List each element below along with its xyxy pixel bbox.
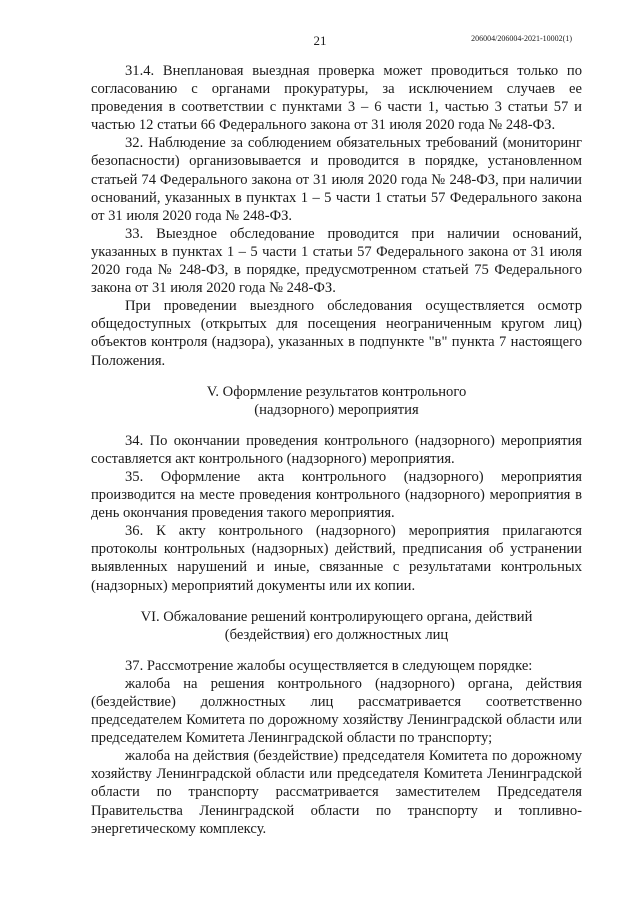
- section-heading-vi-line-1: VI. Обжалование решений контролирующего органа, действий: [140, 608, 533, 625]
- paragraph-36: 36. К акту контрольного (надзорного) мероприятия прилагаются протоколы контрольных (надзорных) действий, предписания об устранении выявленных нарушений и иные, связанные с результатами контрольных (надзорных) мероприятий документы или их копии.: [91, 523, 582, 594]
- section-heading-v-line-2: (надзорного) мероприятия: [254, 401, 419, 418]
- document-id: 206004/206004-2021-10002(1): [471, 34, 572, 43]
- paragraph-32: 32. Наблюдение за соблюдением обязательных требований (мониторинг безопасности) организовывается и проводится в порядке, установленном статьей 74 Федерального закона от 31 июля 2020 года № 248-ФЗ, при наличии оснований, указанных в пунктах 1 – 5 части 1 статьи 57 Федерального закона от 31 июля 2020 года № 248-ФЗ.: [91, 135, 582, 224]
- paragraph-31-4: 31.4. Внеплановая выездная проверка может проводиться только по согласованию с органами прокуратуры, за исключением случаев ее проведения в соответствии с пунктами 3 – 6 части 1, частью 3 статьи 57 и частью 12 статьи 66 Федерального закона от 31 июля 2020 года № 248-ФЗ.: [91, 63, 582, 134]
- page-number: 21: [313, 33, 327, 48]
- section-heading-v-line-1: V. Оформление результатов контрольного: [206, 383, 467, 400]
- paragraph-37-complaint-1: жалоба на решения контрольного (надзорного) органа, действия (бездействие) должностных лиц рассматривается соответственно председателем Комитета по дорожному хозяйству Ленинградской области или председателем Комитета Ленинградской области по транспорту;: [91, 675, 582, 747]
- document-body: [91, 62, 582, 838]
- paragraph-33-continued: При проведении выездного обследования осуществляется осмотр общедоступных (открытых для посещения неограниченным кругом лиц) объектов контроля (надзора), указанных в подпункте "в" пункта 7 настоящего Положения.: [91, 298, 582, 369]
- paragraph-37-complaint-2: жалоба на действия (бездействие) председателя Комитета по дорожному хозяйству Ленинградской области или председателя Комитета Ленинградской области по транспорту рассматривается заместителем Председателя Правительства Ленинградской области по транспорту и топливно-энергетическому комплексу.: [91, 748, 582, 837]
- section-heading-v: [91, 383, 582, 419]
- paragraph-33: 33. Выездное обследование проводится при наличии оснований, указанных в пунктах 1 – 5 части 1 статьи 57 Федерального закона от 31 июля 2020 года № 248-ФЗ, в порядке, предусмотренном статьей 75 Федерального закона от 31 июля 2020 года № 248-ФЗ.: [91, 225, 582, 297]
- paragraph-35: 35. Оформление акта контрольного (надзорного) мероприятия производится на месте проведения контрольного (надзорного) мероприятия в день окончания проведения такого мероприятия.: [91, 468, 582, 522]
- paragraph-37: 37. Рассмотрение жалобы осуществляется в следующем порядке:: [125, 657, 533, 674]
- paragraph-34: 34. По окончании проведения контрольного (надзорного) мероприятия составляется акт контрольного (надзорного) мероприятия.: [91, 432, 582, 467]
- section-heading-vi: [91, 608, 582, 644]
- section-heading-vi-line-2: (бездействия) его должностных лиц: [224, 626, 449, 643]
